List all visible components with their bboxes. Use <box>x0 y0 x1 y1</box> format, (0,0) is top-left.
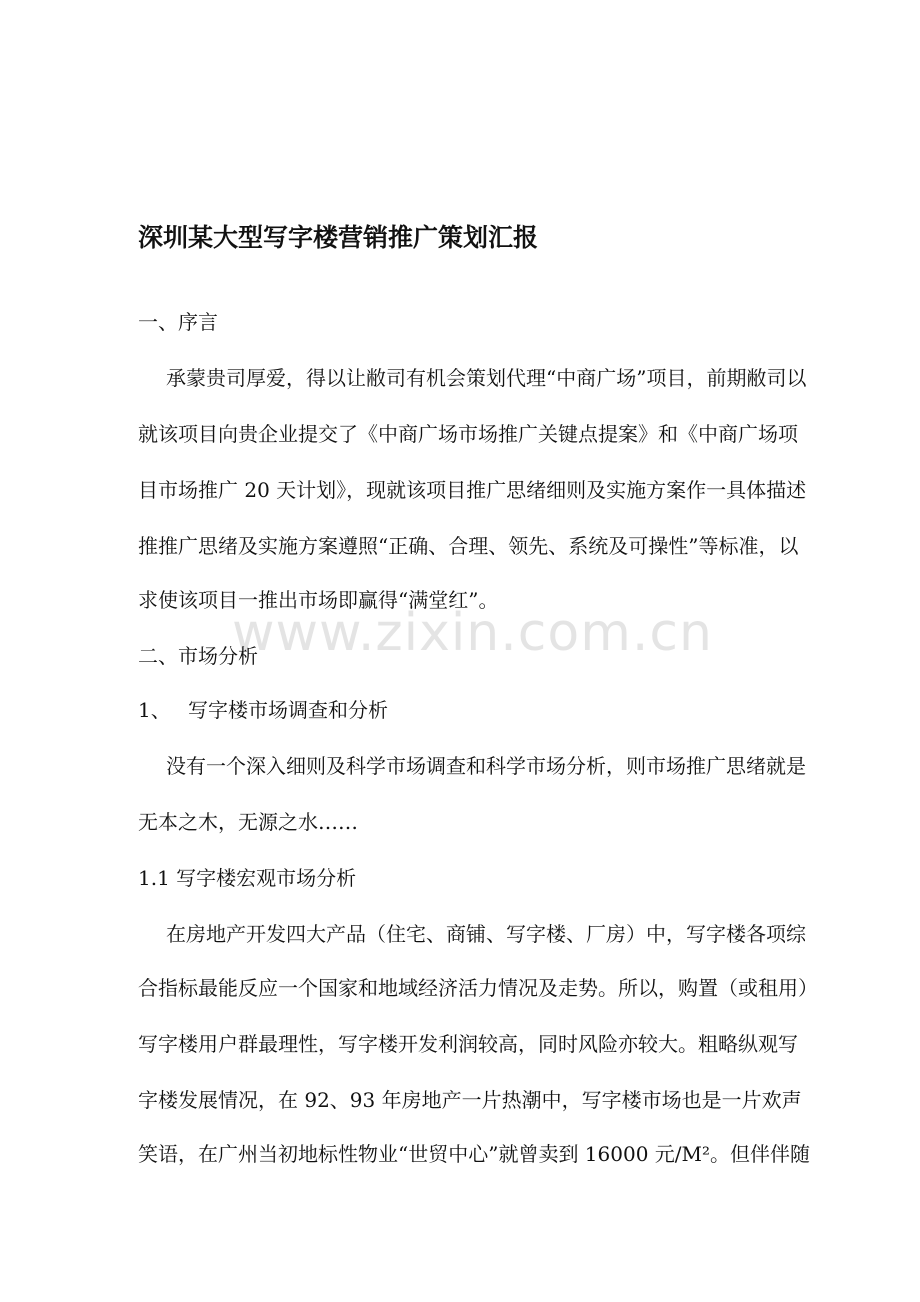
paragraph-line: 求使该项目一推出市场即赢得“满堂红”。 <box>138 588 499 612</box>
section-heading-preface: 一、序言 <box>138 310 218 334</box>
paragraph-line: 就该项目向贵企业提交了《中商广场市场推广关键点提案》和《中商广场项 <box>138 422 798 446</box>
paragraph-line: 无本之木，无源之水…… <box>138 810 358 834</box>
paragraph-line: 笑语，在广州当初地标性物业“世贸中心”就曾卖到 16000 元/M²。但伴伴随 <box>138 1142 811 1166</box>
watermark: www.zixin.com.cn <box>232 603 713 663</box>
paragraph-line: 在房地产开发四大产品（住宅、商铺、写字楼、厂房）中，写字楼各项综 <box>166 922 806 946</box>
section-heading-market-analysis: 二、市场分析 <box>138 644 258 668</box>
paragraph-line: 承蒙贵司厚爱，得以让敝司有机会策划代理“中商广场”项目，前期敝司以 <box>166 366 807 390</box>
subsection-heading-1-1: 1.1 写字楼宏观市场分析 <box>138 866 357 890</box>
paragraph-line: 写字楼用户群最理性，写字楼开发利润较高，同时风险亦较大。粗略纵观写 <box>138 1032 798 1056</box>
list-number: 1、 <box>138 698 171 722</box>
paragraph-line: 推推广思绪及实施方案遵照“正确、合理、领先、系统及可操性”等标准，以 <box>138 534 799 558</box>
document-title: 深圳某大型写字楼营销推广策划汇报 <box>138 223 539 252</box>
subsection-heading-text: 写字楼市场调查和分析 <box>188 698 388 722</box>
paragraph-line: 合指标最能反应一个国家和地域经济活力情况及走势。所以，购置（或租用） <box>138 976 818 1000</box>
subsection-heading <box>138 694 388 726</box>
paragraph-line: 没有一个深入细则及科学市场调查和科学市场分析，则市场推广思绪就是 <box>166 754 806 778</box>
paragraph-line: 字楼发展情况，在 92、93 年房地产一片热潮中，写字楼市场也是一片欢声 <box>138 1088 802 1112</box>
paragraph-line: 目市场推广 20 天计划》，现就该项目推广思绪细则及实施方案作一具体描述 <box>138 478 807 502</box>
